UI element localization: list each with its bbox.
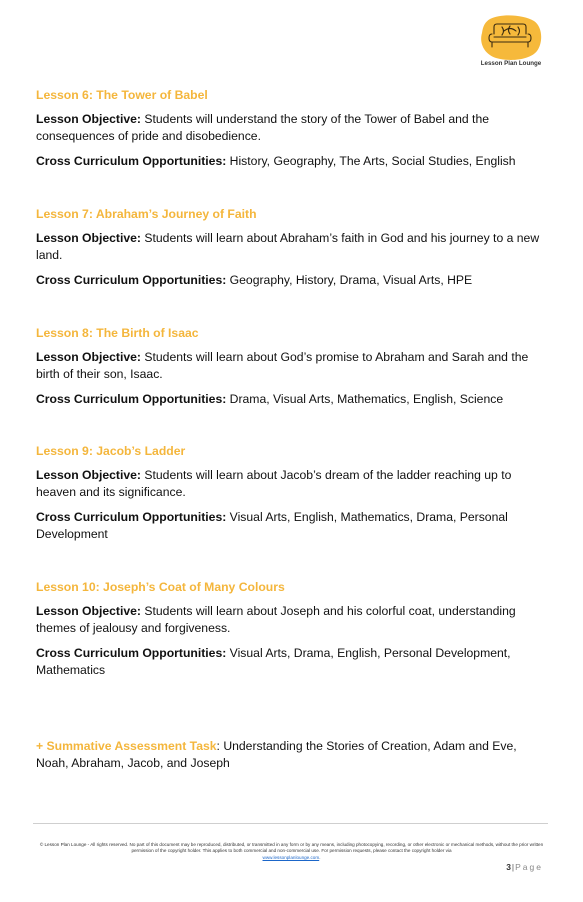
cross-text: Drama, Visual Arts, Mathematics, English, Science xyxy=(229,392,504,406)
cross-curriculum xyxy=(36,509,541,543)
lesson-objective xyxy=(36,603,541,637)
objective-label: Lesson Objective: xyxy=(36,604,141,618)
objective-label: Lesson Objective: xyxy=(36,468,141,482)
page-number xyxy=(506,862,543,872)
cross-text: Visual Arts, English, Mathematics, Drama, Personal Development xyxy=(36,510,508,541)
summative-assessment-task xyxy=(36,738,541,772)
copyright-text: © Lesson Plan Lounge - All rights reserved. No part of this document may be reproduced, distributed, or transmitted in any form or by any means, including photocopying, recording, or other electronic or mechanical methods, without the prior written permission of the copyright holder. This applies to both commercial and non-commercial use. For permission requests, please contact the copyright holder via xyxy=(39,842,544,854)
objective-label: Lesson Objective: xyxy=(36,112,141,126)
summative-text: : Understanding the Stories of Creation, Adam and Eve, Noah, Abraham, Jacob, and Joseph xyxy=(36,739,517,770)
cross-label: Cross Curriculum Opportunities: xyxy=(36,646,227,660)
objective-text: Students will understand the story of the Tower of Babel and the consequences of pride and disobedience. xyxy=(36,112,489,143)
lesson-objective xyxy=(36,111,541,145)
cross-text: Visual Arts, Drama, English, Personal Development, Mathematics xyxy=(36,646,511,677)
objective-text: Students will learn about God’s promise to Abraham and Sarah and the birth of their son, Isaac. xyxy=(36,350,529,381)
summative-label: + Summative Assessment Task xyxy=(36,739,217,753)
objective-text: Students will learn about Joseph and his colorful coat, understanding themes of jealousy and forgiveness. xyxy=(36,604,516,635)
website-link[interactable]: www.lessonplanlounge.com xyxy=(262,854,320,860)
objective-text: Students will learn about Abraham’s faith in God and his journey to a new land. xyxy=(36,231,540,262)
lesson-title: Lesson 6: The Tower of Babel xyxy=(36,88,208,102)
page-separator: | xyxy=(511,862,516,872)
brand-name: Lesson Plan Lounge xyxy=(480,60,542,67)
lesson-title: Lesson 8: The Birth of Isaac xyxy=(36,326,199,340)
cross-label: Cross Curriculum Opportunities: xyxy=(36,154,227,168)
lesson-7 xyxy=(36,206,541,297)
cross-curriculum xyxy=(36,645,541,679)
page-number-value: 3 xyxy=(506,862,512,872)
objective-label: Lesson Objective: xyxy=(36,350,141,364)
cross-text: History, Geography, The Arts, Social Studies, English xyxy=(229,154,516,168)
footer-copyright xyxy=(30,842,553,861)
cross-label: Cross Curriculum Opportunities: xyxy=(36,510,227,524)
lesson-8 xyxy=(36,325,541,416)
lesson-6 xyxy=(36,87,541,178)
lesson-9 xyxy=(36,443,541,551)
cross-label: Cross Curriculum Opportunities: xyxy=(36,273,227,287)
lesson-objective xyxy=(36,349,541,383)
lesson-10 xyxy=(36,579,541,687)
cross-label: Cross Curriculum Opportunities: xyxy=(36,392,227,406)
lesson-objective xyxy=(36,230,541,264)
lesson-title: Lesson 10: Joseph’s Coat of Many Colours xyxy=(36,580,285,594)
lesson-title: Lesson 7: Abraham’s Journey of Faith xyxy=(36,207,257,221)
link-suffix: . xyxy=(319,854,321,860)
cross-curriculum xyxy=(36,272,541,289)
objective-label: Lesson Objective: xyxy=(36,231,141,245)
brand-logo xyxy=(478,15,544,71)
lesson-title: Lesson 9: Jacob’s Ladder xyxy=(36,444,186,458)
couch-icon xyxy=(480,15,542,61)
lesson-objective xyxy=(36,467,541,501)
objective-text: Students will learn about Jacob’s dream of the ladder reaching up to heaven and its significance. xyxy=(36,468,512,499)
cross-curriculum xyxy=(36,391,541,408)
footer-divider xyxy=(33,823,548,824)
cross-text: Geography, History, Drama, Visual Arts, HPE xyxy=(229,273,473,287)
page-word: Page xyxy=(515,862,543,872)
cross-curriculum xyxy=(36,153,541,170)
